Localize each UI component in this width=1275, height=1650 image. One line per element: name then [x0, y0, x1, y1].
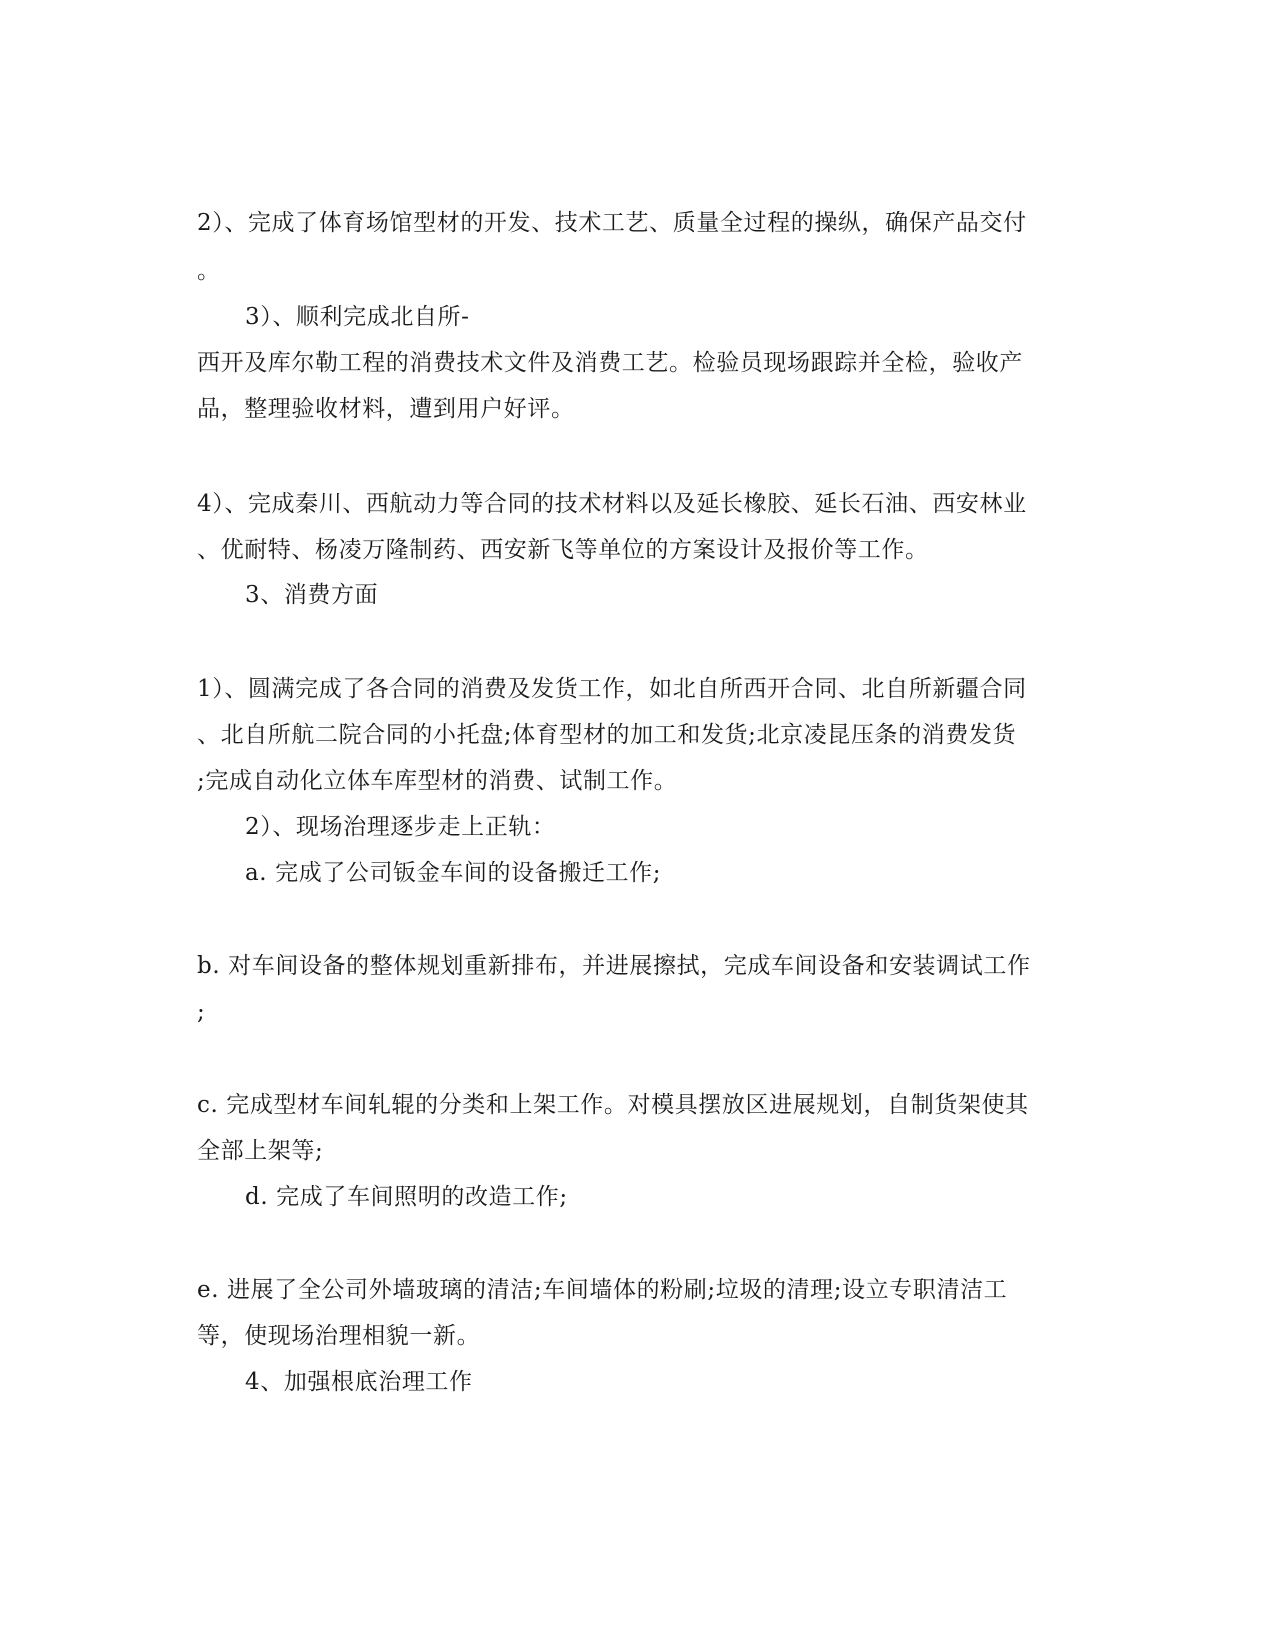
paragraph-line: 。	[197, 258, 221, 284]
paragraph-line: b. 对车间设备的整体规划重新排布，并进展擦拭，完成车间设备和安装调试工作	[197, 953, 1031, 979]
paragraph-line: 等，使现场治理相貌一新。	[197, 1323, 481, 1349]
paragraph-line: c. 完成型材车间轧辊的分类和上架工作。对模具摆放区进展规划，自制货架使其	[197, 1092, 1029, 1118]
paragraph-line: 4）、完成秦川、西航动力等合同的技术材料以及延长橡胶、延长石油、西安林业	[197, 491, 1027, 517]
paragraph-line: ;	[197, 999, 206, 1025]
paragraph-line: e. 进展了全公司外墙玻璃的清洁;车间墙体的粉刷;垃圾的清理;设立专职清洁工	[197, 1277, 1008, 1303]
section-heading: 4、加强根底治理工作	[245, 1369, 473, 1395]
paragraph-line: 全部上架等;	[197, 1138, 324, 1164]
paragraph-line: 1）、圆满完成了各合同的消费及发货工作，如北自所西开合同、北自所新疆合同	[197, 676, 1027, 702]
paragraph-line: ;完成自动化立体车库型材的消费、试制工作。	[197, 768, 678, 794]
section-heading: 3、消费方面	[245, 582, 379, 608]
paragraph-line: 、北自所航二院合同的小托盘;体育型材的加工和发货;北京凌昆压条的消费发货	[197, 722, 1017, 748]
paragraph-line: 2）、现场治理逐步走上正轨：	[245, 814, 556, 840]
paragraph-line: 西开及库尔勒工程的消费技术文件及消费工艺。检验员现场跟踪并全检，验收产	[197, 350, 1023, 376]
paragraph-line: 2）、完成了体育场馆型材的开发、技术工艺、质量全过程的操纵，确保产品交付	[197, 210, 1027, 236]
paragraph-line: 3）、顺利完成北自所-	[245, 304, 470, 330]
paragraph-line: 、优耐特、杨凌万隆制药、西安新飞等单位的方案设计及报价等工作。	[197, 537, 929, 563]
paragraph-line: d. 完成了车间照明的改造工作;	[245, 1184, 568, 1210]
paragraph-line: 品，整理验收材料，遭到用户好评。	[197, 396, 575, 422]
paragraph-line: a. 完成了公司钣金车间的设备搬迁工作;	[245, 860, 662, 886]
